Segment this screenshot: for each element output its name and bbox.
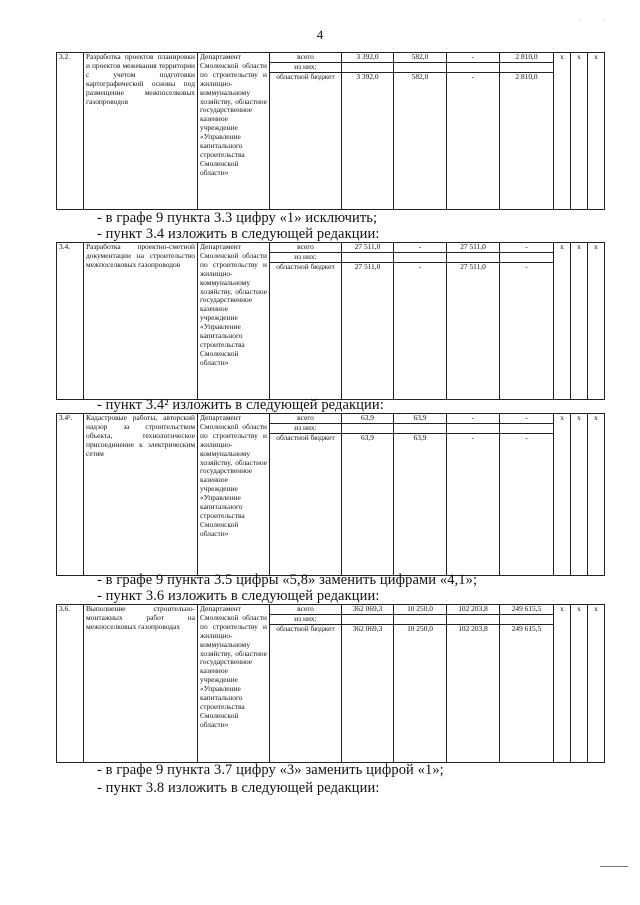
program-table <box>56 52 605 210</box>
value-cell: 27 511,0 <box>447 263 500 400</box>
value-cell: 63,9 <box>394 414 447 424</box>
table-row-3-4-2 <box>56 413 604 576</box>
value-cell: 10 250,0 <box>394 625 447 763</box>
value-cell: 362 069,3 <box>342 605 394 615</box>
x-cell: x <box>588 53 605 210</box>
value-cell: 582,0 <box>394 73 447 210</box>
x-cell: x <box>554 414 571 576</box>
row-responsible: Департамент Смоленской области по строительству и жилищно-коммунальному хозяйству, областное государственное казенное учреждение «Управление капитального строительства Смоленской области» <box>198 414 270 576</box>
row-number: 3.6. <box>57 605 84 763</box>
instruction-line: - пункт 3.4 изложить в следующей редакции: <box>97 226 380 242</box>
value-cell: 27 511,0 <box>342 263 394 400</box>
row-number: 3.4. <box>57 243 84 400</box>
value-cell: 10 250,0 <box>394 605 447 615</box>
row-responsible: Департамент Смоленской области по строительству и жилищно-коммунальному хозяйству, областное государственное казенное учреждение «Управление капитального строительства Смоленской области» <box>198 243 270 400</box>
page-number: 4 <box>316 27 324 42</box>
value-cell: - <box>500 263 554 400</box>
instruction-line: - пункт 3.6 изложить в следующей редакции: <box>97 588 380 604</box>
source-total-label: всего <box>270 414 342 424</box>
source-incl-label: из них: <box>270 253 342 263</box>
value-cell: 2 810,0 <box>500 53 554 63</box>
x-cell: x <box>554 605 571 763</box>
value-cell: 63,9 <box>342 414 394 424</box>
value-cell: 102 203,8 <box>447 625 500 763</box>
table-row-3-2 <box>56 52 604 210</box>
value-cell: 249 615,5 <box>500 625 554 763</box>
value-cell: - <box>447 53 500 63</box>
value-cell: - <box>500 414 554 424</box>
value-cell: - <box>500 243 554 253</box>
row-responsible: Департамент Смоленской области по строительству и жилищно-коммунальному хозяйству, областное государственное казенное учреждение «Управление капитального строительства Смоленской области» <box>198 53 270 210</box>
row-name: Кадастровые работы, авторский надзор за строительством объекта, технологическое присоединение к электрическим сетям <box>84 414 198 576</box>
scan-mark: · <box>578 16 581 24</box>
value-cell: - <box>447 73 500 210</box>
x-cell: x <box>554 53 571 210</box>
value-cell: - <box>394 243 447 253</box>
row-responsible: Департамент Смоленской области по строительству и жилищно-коммунальному хозяйству, областное государственное казенное учреждение «Управление капитального строительства Смоленской области» <box>198 605 270 763</box>
value-cell: 63,9 <box>342 434 394 576</box>
x-cell: x <box>571 605 588 763</box>
row-name: Разработка проектов планировки и проектов межевания территории с учетом подготовки картографической основы под размещение межпоселковых газопроводов <box>84 53 198 210</box>
value-cell: 27 511,0 <box>342 243 394 253</box>
program-table <box>56 413 605 576</box>
value-cell: 582,0 <box>394 53 447 63</box>
row-name: Разработка проектно-сметной документации на строительство межпоселковых газопроводов <box>84 243 198 400</box>
x-cell: x <box>588 605 605 763</box>
table-row-3-4 <box>56 242 604 400</box>
instruction-line: - в графе 9 пункта 3.3 цифру «1» исключить; <box>97 210 378 226</box>
x-cell: x <box>554 243 571 400</box>
scan-mark-line <box>600 866 628 867</box>
value-cell: 2 810,0 <box>500 73 554 210</box>
row-name: Выполнение строительно-монтажных работ на межпоселковых газопроводах <box>84 605 198 763</box>
source-budget-label: областной бюджет <box>270 73 342 210</box>
value-cell: 3 392,0 <box>342 73 394 210</box>
source-budget-label: областной бюджет <box>270 434 342 576</box>
instruction-line: - пункт 3.8 изложить в следующей редакции: <box>97 780 380 796</box>
source-incl-label: из них: <box>270 424 342 434</box>
instruction-line: - в графе 9 пункта 3.7 цифру «3» заменить цифрой «1»; <box>97 762 444 778</box>
value-cell: - <box>447 434 500 576</box>
source-total-label: всего <box>270 53 342 63</box>
instruction-line: - пункт 3.4² изложить в следующей редакции: <box>97 397 384 413</box>
value-cell: 362 069,3 <box>342 625 394 763</box>
source-incl-label: из них: <box>270 615 342 625</box>
source-budget-label: областной бюджет <box>270 263 342 400</box>
value-cell: 102 203,8 <box>447 605 500 615</box>
row-number: 3.2. <box>57 53 84 210</box>
value-cell: 27 511,0 <box>447 243 500 253</box>
x-cell: x <box>588 414 605 576</box>
source-total-label: всего <box>270 605 342 615</box>
value-cell: 63,9 <box>394 434 447 576</box>
value-cell: 3 392,0 <box>342 53 394 63</box>
source-incl-label: из них: <box>270 63 342 73</box>
instruction-line: - в графе 9 пункта 3.5 цифры «5,8» заменить цифрами «4,1»; <box>97 572 478 588</box>
x-cell: x <box>571 53 588 210</box>
program-table <box>56 604 605 763</box>
value-cell: 249 615,5 <box>500 605 554 615</box>
x-cell: x <box>571 414 588 576</box>
value-cell: - <box>394 263 447 400</box>
source-budget-label: областной бюджет <box>270 625 342 763</box>
row-number: 3.4². <box>57 414 84 576</box>
table-row-3-6 <box>56 604 604 763</box>
scan-mark: · <box>602 16 605 24</box>
source-total-label: всего <box>270 243 342 253</box>
value-cell: - <box>447 414 500 424</box>
program-table <box>56 242 605 400</box>
x-cell: x <box>588 243 605 400</box>
value-cell: - <box>500 434 554 576</box>
x-cell: x <box>571 243 588 400</box>
